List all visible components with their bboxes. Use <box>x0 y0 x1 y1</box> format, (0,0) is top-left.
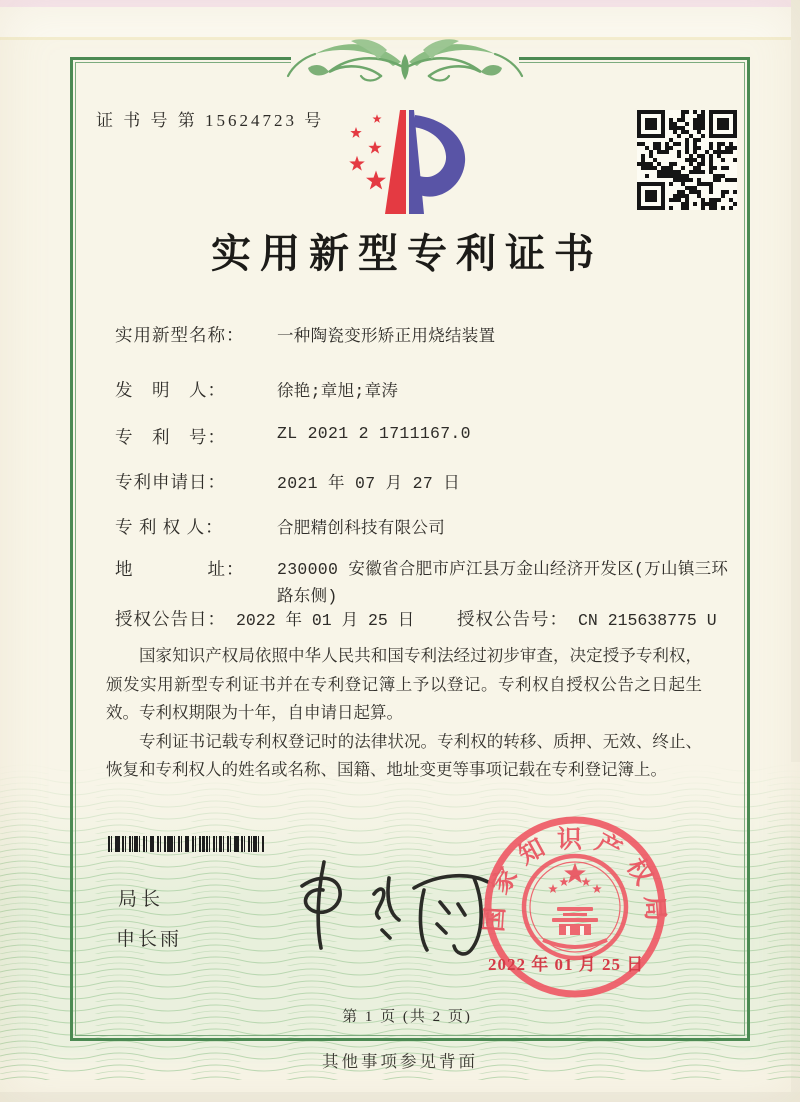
field-label: 发 明 人： <box>115 380 226 400</box>
field-label: 地 址： <box>115 559 245 579</box>
signature-handwriting <box>290 850 500 962</box>
grant-date-value: 2022 年 01 月 25 日 <box>236 611 415 630</box>
grant-date-pair <box>115 609 414 629</box>
grant-number-label: 授权公告号： <box>457 609 568 629</box>
signer-name: 申长雨 <box>116 929 183 950</box>
field-row-name <box>115 322 495 347</box>
grant-number-pair <box>457 606 717 631</box>
reverse-side-note: 其他事项参见背面 <box>322 1052 478 1071</box>
field-label: 专 利 权 人： <box>115 517 224 537</box>
field-label: 专利申请日： <box>115 472 226 492</box>
field-value: 一种陶瓷变形矫正用烧结装置 <box>277 327 496 346</box>
grant-number-value: CN 215638775 U <box>578 611 717 630</box>
field-row-filing-date <box>115 469 460 494</box>
field-row-patentee <box>115 514 445 539</box>
grant-date-label: 授权公告日： <box>115 609 226 629</box>
field-label: 专 利 号： <box>115 427 226 447</box>
seal-date: 2022 年 01 月 25 日 <box>488 955 645 974</box>
field-value: ZL 2021 2 1711167.0 <box>277 424 471 443</box>
qr-code <box>637 110 737 210</box>
field-row-inventors <box>115 377 398 402</box>
barcode <box>108 836 264 852</box>
legal-text <box>106 642 702 785</box>
page-number: 第 1 页 (共 2 页) <box>342 1009 472 1025</box>
field-value: 230000 安徽省合肥市庐江县万金山经济开发区(万山镇三环路东侧) <box>277 560 729 606</box>
field-value: 合肥精创科技有限公司 <box>277 519 445 538</box>
signer-title: 局长 <box>118 889 165 910</box>
scan-edge-top <box>0 0 800 7</box>
field-label: 实用新型名称： <box>115 325 245 345</box>
certificate-title: 实用新型专利证书 <box>211 231 603 276</box>
floral-ornament-icon <box>283 28 527 84</box>
legal-paragraph-2: 专利证书记载专利权登记时的法律状况。专利权的转移、质押、无效、终止、恢复和专利权人的姓名或名称、国籍、地址变更等事项记载在专利登记簿上。 <box>106 731 702 779</box>
legal-paragraph-1: 国家知识产权局依照中华人民共和国专利法经过初步审查，决定授予专利权，颁发实用新型专利证书并在专利登记簿上予以登记。专利权自授权公告之日起生效。专利权期限为十年，自申请日起算。 <box>106 646 702 722</box>
field-row-address <box>115 556 729 610</box>
svg-text:国家知识产权局 <box>480 825 670 933</box>
field-row-grant <box>115 606 717 631</box>
field-value: 徐艳;章旭;章涛 <box>277 382 399 401</box>
field-value: 2021 年 07 月 27 日 <box>277 474 461 493</box>
scan-edge-bottom <box>0 1092 800 1102</box>
seal-org-text: 国家知识产权局 <box>481 826 669 933</box>
certificate-number: 证 书 号 第 15624723 号 <box>96 111 325 130</box>
field-row-patent-number <box>115 424 471 449</box>
cnipa-logo-icon <box>330 106 480 220</box>
